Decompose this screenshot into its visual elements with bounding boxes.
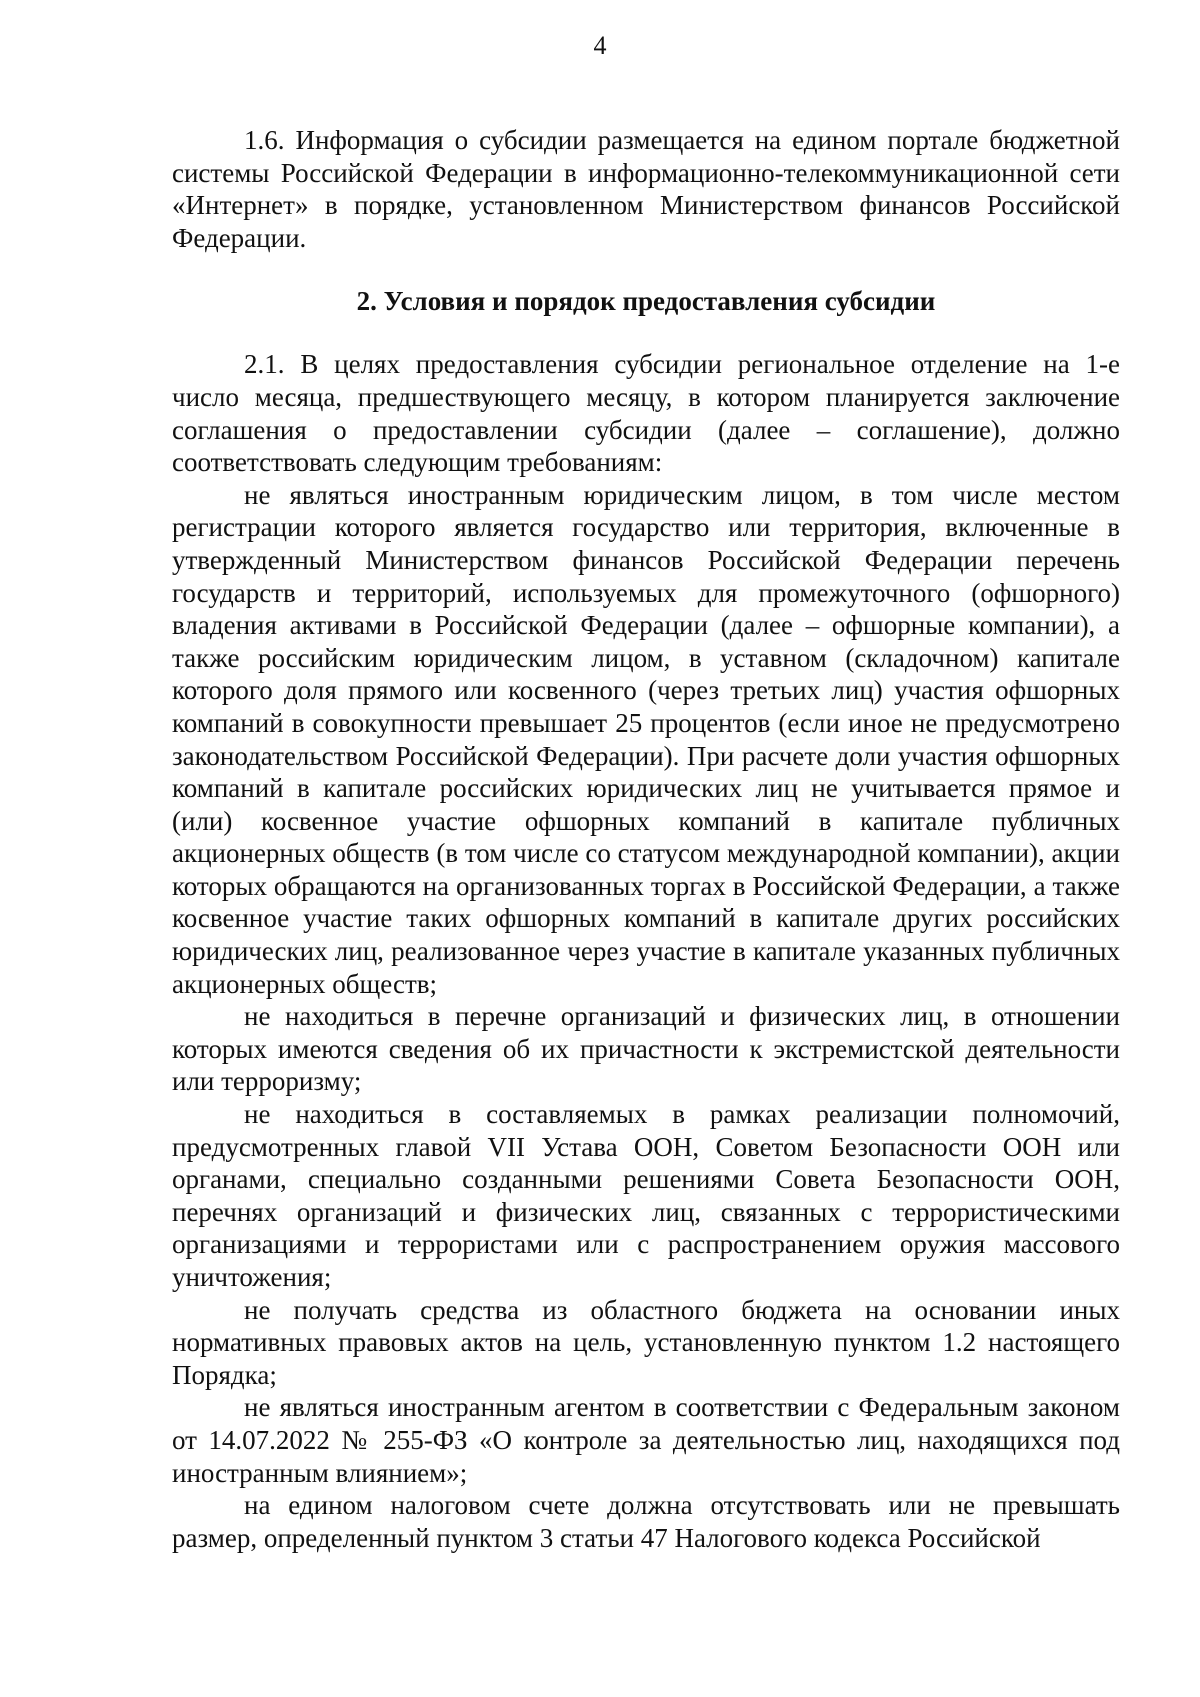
- paragraph-1-6: 1.6. Информация о субсидии размещается на едином портале бюджетной системы Российской Федерации в информационно-телекоммуникационной сети «Интернет» в порядке, установленном Министерством финансов Российской Федерации.: [172, 125, 1120, 253]
- requirement-un-sanctions-list: не находиться в составляемых в рамках реализации полномочий, предусмотренных главой VII Устава ООН, Советом Безопасности ООН или органами, специально созданными решениями Совета Безопасности ООН, перечнях организаций и физических лиц, связанных с террористическими организациями и террористами или с распространением оружия массового уничтожения;: [172, 1099, 1120, 1292]
- requirement-offshore: не являться иностранным юридическим лицом, в том числе местом регистрации которого является государство или территория, включенные в утвержденный Министерством финансов Российской Федерации перечень государств и территорий, используемых для промежуточного (офшорного) владения активами в Российской Федерации (далее – офшорные компании), а также российским юридическим лицом, в уставном (складочном) капитале которого доля прямого или косвенного (через третьих лиц) участия офшорных компаний в совокупности превышает 25 процентов (если иное не предусмотрено законодательством Российской Федерации). При расчете доли участия офшорных компаний в капитале российских юридических лиц не учитывается прямое и (или) косвенное участие офшорных компаний в капитале публичных акционерных обществ (в том числе со статусом международной компании), акции которых обращаются на организованных торгах в Российской Федерации, а также косвенное участие таких офшорных компаний в капитале других российских юридических лиц, реализованное через участие в капитале указанных публичных акционерных обществ;: [172, 479, 1120, 999]
- page-number: 4: [593, 31, 607, 60]
- requirement-not-foreign-agent: не являться иностранным агентом в соответствии с Федеральным законом от 14.07.2022 № 255-ФЗ «О контроле за деятельностью лиц, находящихся под иностранным влиянием»;: [172, 1392, 1120, 1488]
- document-body: [172, 124, 1120, 1554]
- paragraph-2-1: 2.1. В целях предоставления субсидии региональное отделение на 1-е число месяца, предшествующего месяцу, в котором планируется заключение соглашения о предоставлении субсидии (далее – соглашение), должно соответствовать следующим требованиям:: [172, 349, 1120, 478]
- section-heading: 2. Условия и порядок предоставления субсидии: [356, 286, 936, 317]
- requirement-tax-account: на едином налоговом счете должна отсутствовать или не превышать размер, определенный пунктом 3 статьи 47 Налогового кодекса Российской: [172, 1490, 1120, 1553]
- requirement-no-other-budget-funds: не получать средства из областного бюджета на основании иных нормативных правовых актов на цель, установленную пунктом 1.2 настоящего Порядка;: [172, 1294, 1120, 1390]
- requirement-extremism-list: не находиться в перечне организаций и физических лиц, в отношении которых имеются сведения об их причастности к экстремистской деятельности или терроризму;: [172, 1001, 1120, 1097]
